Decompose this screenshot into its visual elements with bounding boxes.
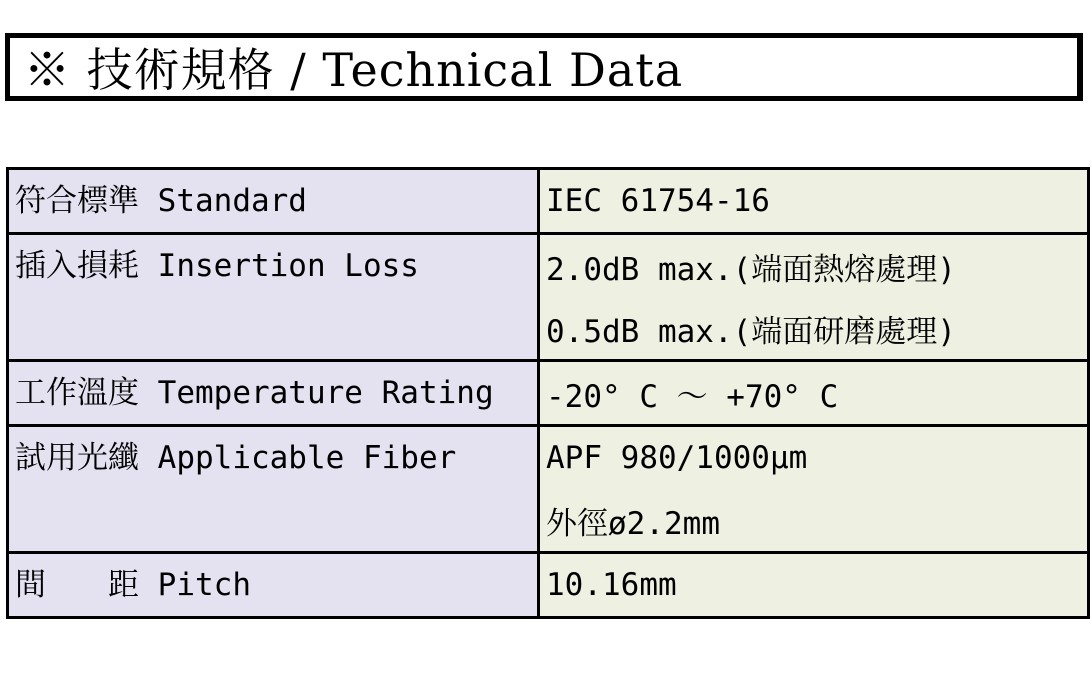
section-title: ※ 技術規格 / Technical Data xyxy=(5,33,1083,101)
spec-value-temperature: -20° C ～ +70° C xyxy=(539,361,1089,426)
table-row-pitch xyxy=(8,553,1089,618)
spec-value-fiber-type: APF 980/1000μm xyxy=(539,426,1089,490)
table-row-insertion-loss xyxy=(8,234,1089,298)
pitch-label-part1: 間 xyxy=(15,567,46,603)
spec-value-insertion-loss-fusion: 2.0dB max.(端面熱熔處理) xyxy=(539,234,1089,298)
spec-label-standard: 符合標準 Standard xyxy=(8,169,539,234)
spec-label-pitch xyxy=(8,553,539,618)
table-row-fiber xyxy=(8,426,1089,490)
spec-label-temperature: 工作溫度 Temperature Rating xyxy=(8,361,539,426)
spec-value-pitch: 10.16mm xyxy=(539,553,1089,618)
spec-value-standard: IEC 61754-16 xyxy=(539,169,1089,234)
spec-label-insertion-loss: 插入損耗 Insertion Loss xyxy=(8,234,539,361)
spec-value-fiber-diameter: 外徑ø2.2mm xyxy=(539,489,1089,553)
pitch-label-part2: 距 Pitch xyxy=(108,567,251,603)
table-row-standard xyxy=(8,169,1089,234)
table-row-temperature xyxy=(8,361,1089,426)
spec-label-fiber: 試用光纖 Applicable Fiber xyxy=(8,426,539,553)
spec-value-insertion-loss-polish: 0.5dB max.(端面研磨處理) xyxy=(539,297,1089,361)
technical-data-table xyxy=(6,167,1090,619)
